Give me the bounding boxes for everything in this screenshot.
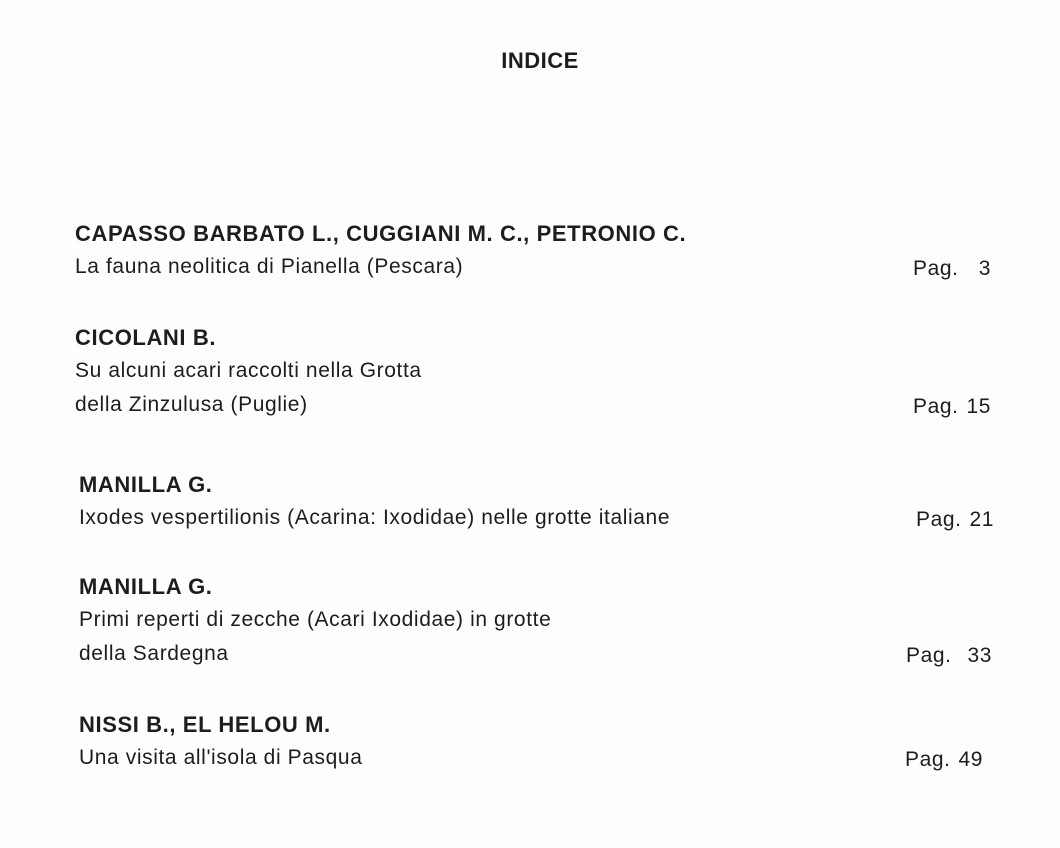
page-title: INDICE <box>501 48 579 73</box>
entry-page-ref <box>916 503 994 537</box>
entry-title-line: della Zinzulusa (Puglie) <box>75 393 308 416</box>
index-entry <box>79 571 551 671</box>
page-label: Pag. <box>906 644 952 667</box>
page-label: Pag. <box>913 257 959 280</box>
page-label: Pag. <box>905 748 951 771</box>
page-label: Pag. <box>916 508 962 531</box>
entry-page-ref <box>905 743 983 777</box>
entry-authors: NISSI B., EL HELOU M. <box>79 712 331 737</box>
entry-authors: CAPASSO BARBATO L., CUGGIANI M. C., PETRONIO C. <box>75 221 687 246</box>
entry-title-line: della Sardegna <box>79 642 229 665</box>
entry-title-line: La fauna neolitica di Pianella (Pescara) <box>75 255 464 278</box>
page-number: 33 <box>967 644 993 667</box>
entry-page-ref <box>906 639 992 673</box>
entry-authors: MANILLA G. <box>79 472 213 497</box>
index-entry <box>79 709 362 775</box>
page-number: 3 <box>978 257 992 280</box>
entry-authors: CICOLANI B. <box>75 325 217 350</box>
index-entry <box>75 218 686 284</box>
entry-page-ref <box>913 252 991 286</box>
page-label: Pag. <box>913 395 959 418</box>
index-entry <box>75 322 422 422</box>
page-number: 15 <box>966 395 992 418</box>
entry-page-ref <box>913 390 991 424</box>
entry-authors: MANILLA G. <box>79 574 213 599</box>
page-number: 49 <box>958 748 984 771</box>
entry-title-line: Ixodes vespertilionis (Acarina: Ixodidae) nelle grotte italiane <box>79 506 671 529</box>
page-number: 21 <box>969 508 995 531</box>
index-entry <box>79 469 670 535</box>
entry-title-line: Su alcuni acari raccolti nella Grotta <box>75 359 422 382</box>
entry-title-line: Una visita all'isola di Pasqua <box>79 746 363 769</box>
entry-title-line: Primi reperti di zecche (Acari Ixodidae) in grotte <box>79 608 552 631</box>
